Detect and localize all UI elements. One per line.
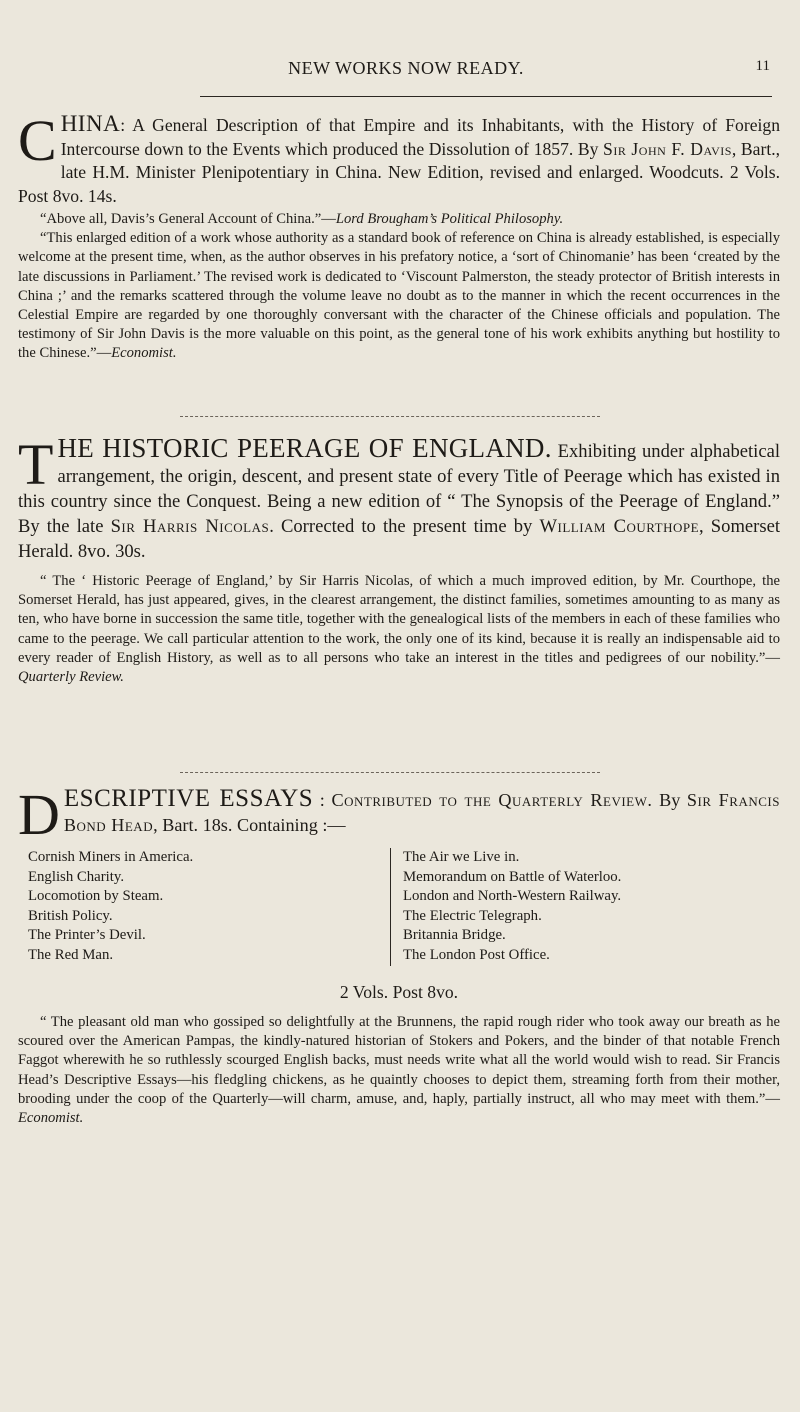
- contents-item: The London Post Office.: [403, 946, 550, 963]
- contents-item: Locomotion by Steam.: [28, 888, 164, 905]
- header-rule: [200, 96, 772, 97]
- contents-item: London and North-Western Railway.: [403, 888, 622, 905]
- author-name: Sir Harris Nicolas: [110, 516, 270, 537]
- dropcap: T: [18, 432, 54, 497]
- contents-item: Cornish Miners in America.: [28, 849, 194, 865]
- description-text: : A General Description of that Empire and its Inhabitants, with the History of Foreign Intercourse down to the Events which produced the Dissolution of 1857. By: [60, 115, 780, 159]
- contents-item: The Red Man.: [28, 946, 114, 963]
- book-title: HINA: [60, 111, 121, 136]
- description-text: , Bart. 18s. Containing :—: [153, 815, 346, 835]
- contents-item: The Printer’s Devil.: [28, 927, 146, 944]
- description-text: , Somerset Herald. 8vo. 30s.: [18, 516, 781, 562]
- ad-china: [18, 108, 781, 364]
- review-quote: “ The pleasant old man who gossiped so delightfully at the Brunnens, the rapid rough rider who took away our breath as he scoured over the American Pampas, the kindly-natured historian of Stokers and Pokers, and the binder of that notable French Faggot wherewith he so ruthlessly scourged English backs, must needs write what all the world would wish to read. Sir Francis Head’s Descriptive Essays—his fledgling chickens, as he quaintly chooses to depict them, streaming forth from their mother, brooding under the coop of the Quarterly—will charm, amuse, and, haply, partially instruct, all who may meet with them.”—Economist.: [18, 1014, 780, 1127]
- contents-item: Memorandum on Battle of Waterloo.: [403, 868, 622, 885]
- book-title: HE HISTORIC PEERAGE OF ENGLAND.: [57, 433, 552, 463]
- contents-item: The Electric Telegraph.: [403, 907, 542, 924]
- ad-china-description: [18, 108, 781, 208]
- dropcap: C: [18, 108, 57, 173]
- volumes-format: 2 Vols. Post 8vo.: [339, 982, 459, 1002]
- contents-left-column: [28, 848, 378, 966]
- contents-item: English Charity.: [28, 868, 125, 885]
- ad-peerage: [18, 432, 781, 687]
- contents-item: Britannia Bridge.: [403, 927, 506, 944]
- section-divider: [180, 416, 600, 417]
- contents-item: British Policy.: [28, 907, 113, 924]
- description-text: By: [652, 790, 687, 810]
- description-text: Exhibiting under alphabetical arrangement, the origin, descent, and present state of every Title of Peerage which has existed in this country since the Conquest. Being a new edition of “ The Synopsis of the Peerage of England.” By the late: [18, 441, 780, 537]
- description-text: :: [313, 790, 332, 810]
- ad-essays-description: [18, 782, 780, 847]
- contents-list: [18, 848, 780, 974]
- ad-peerage-description: [18, 432, 781, 564]
- review-source: Economist.: [111, 345, 177, 362]
- author-name: Sir Francis Bond Head: [63, 790, 780, 835]
- author-name: Sir John F. Davis: [603, 138, 732, 159]
- review-quote: “Above all, Davis’s General Account of China.”—Lord Brougham’s Political Philosophy.: [40, 211, 564, 227]
- dropcap: D: [18, 782, 60, 847]
- review-quote: “ The ‘ Historic Peerage of England,’ by Sir Harris Nicolas, of which a much improved edition, by Mr. Courthope, the Somerset Herald, has just appeared, gives, in the clearest arrangement, the distinct families, sometimes amounting to as many as ten, who have borne in succession the same title, together with the genealogical lists of the members in each of these families who came to the peerage. We call particular attention to the work, the only one of its kind, because it is really an indispensable aid to every reader of English History, as well as to all persons who take an interest in the titles and pedigrees of our nobility.”—Quarterly Review.: [18, 573, 780, 686]
- running-title: NEW WORKS NOW READY.: [288, 58, 524, 78]
- editor-name: William Courthope: [539, 516, 700, 537]
- running-head: [0, 58, 800, 80]
- review-quote: “This enlarged edition of a work whose authority as a standard book of reference on China is already established, is especially welcome at the present time, when, as the author observes in his prefatory notice, a ‘sort of Chinomanie’ has been ‘created by the late discussions in Parliament.’ The revised work is dedicated to ‘Viscount Palmerston, the steady protector of British interests in China ;’ and the remarks scattered through the volume leave no doubt as to the manner in which the recent occurrences in the Celestial Empire are regarded by one thoroughly conversant with the character of the Chinese officials and population. The testimony of Sir John Davis is the more valuable on this point, as the general tone of his work exhibits anything but hostility to the Chinese.”—Economist.: [18, 230, 780, 362]
- review-source: Economist.: [18, 1110, 84, 1127]
- page-number: 11: [755, 58, 770, 74]
- review-source: Lord Brougham’s Political Philosophy.: [335, 211, 564, 227]
- description-text: . Corrected to the present time by: [269, 516, 540, 537]
- ad-essays: [18, 782, 780, 1128]
- review-source: Quarterly Review.: [18, 669, 124, 686]
- book-title: ESCRIPTIVE ESSAYS: [63, 785, 314, 812]
- contributed-note: Contributed to the Quarterly Review.: [331, 790, 653, 810]
- description-text: , Bart., late H.M. Minister Plenipotentiary in China. New Edition, revised and enlarged. Woodcuts. 2 Vols. Post 8vo. 14s.: [18, 138, 781, 206]
- contents-item: The Air we Live in.: [403, 849, 520, 865]
- contents-right-column: [390, 848, 783, 966]
- section-divider: [180, 772, 600, 773]
